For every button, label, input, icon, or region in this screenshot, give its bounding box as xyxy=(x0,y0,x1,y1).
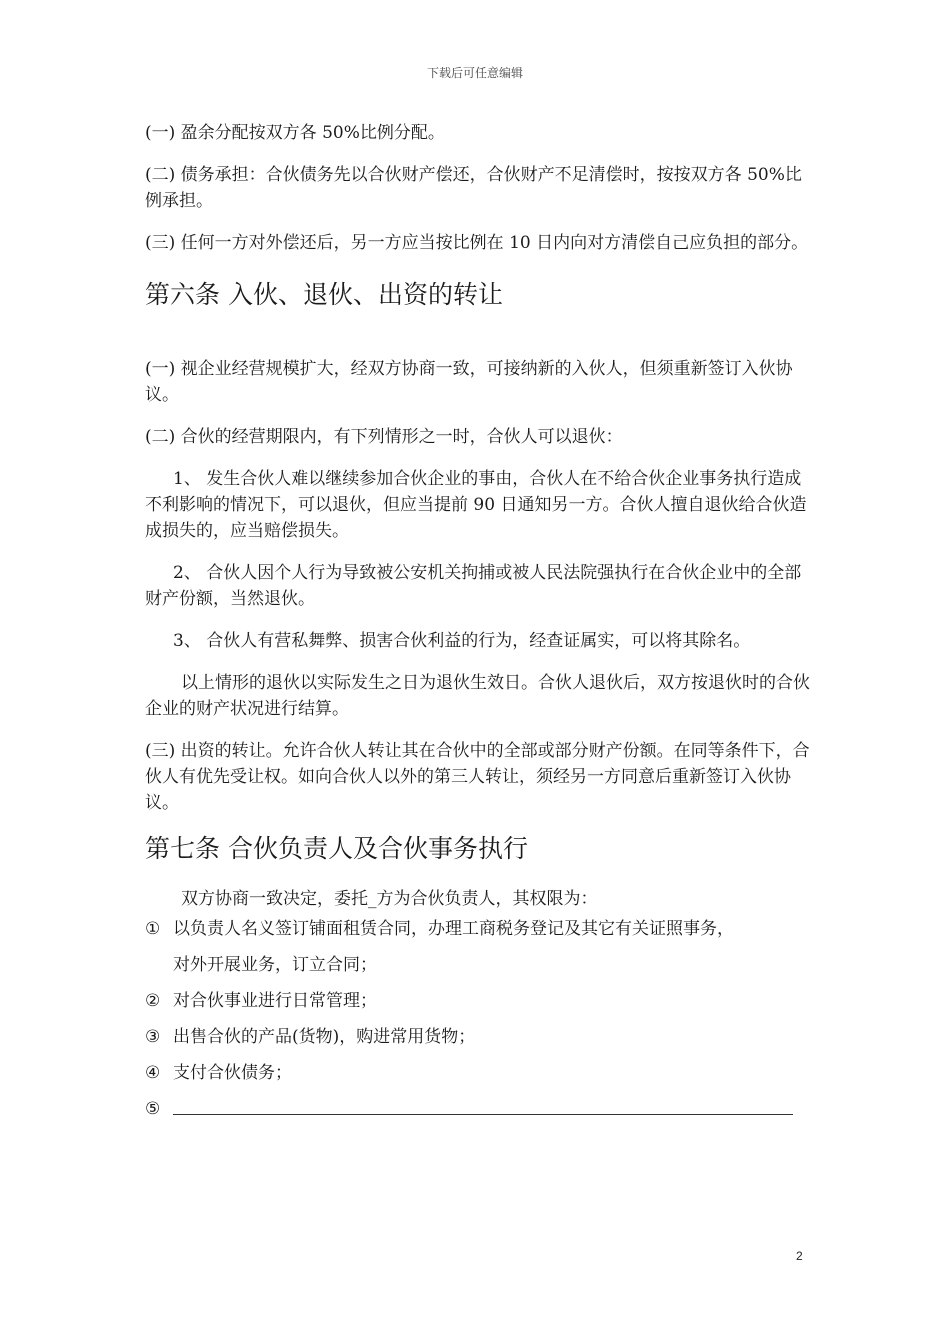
authority-item-1-continued: 对外开展业务，订立合同； xyxy=(173,955,377,975)
authority-item-4 xyxy=(145,1060,810,1086)
item-number: ⑤ xyxy=(145,1099,161,1119)
page-number: 2 xyxy=(796,1249,803,1263)
item-text: 对合伙事业进行日常管理； xyxy=(173,991,377,1011)
item-number: ① xyxy=(145,919,161,939)
authority-item-3 xyxy=(145,1024,810,1050)
authority-item-5 xyxy=(145,1096,810,1123)
article-six-heading: 第六条 入伙、退伙、出资的转让 xyxy=(145,280,503,309)
blank-fill-line xyxy=(173,1096,810,1123)
authority-item-2 xyxy=(145,988,810,1014)
withdrawal-settlement: 以上情形的退伙以实际发生之日为退伙生效日。合伙人退伙后，双方按退伙时的合伙企业的财产状况进行结算。 xyxy=(145,673,810,719)
item-number: ② xyxy=(145,991,161,1011)
item-text: 以负责人名义签订铺面租赁合同，办理工商税务登记及其它有关证照事务， xyxy=(173,919,734,939)
item-number: ③ xyxy=(145,1027,161,1047)
debt-bearing-clause: (二) 债务承担：合伙债务先以合伙财产偿还，合伙财产不足清偿时，按按双方各 50%比例承担。 xyxy=(145,165,802,211)
withdrawal-clause: (二) 合伙的经营期限内，有下列情形之一时，合伙人可以退伙： xyxy=(145,427,623,447)
item-text: 支付合伙债务； xyxy=(173,1063,292,1083)
item-text: 出售合伙的产品(货物)，购进常用货物； xyxy=(173,1027,476,1047)
repayment-clause: (三) 任何一方对外偿还后，另一方应当按比例在 10 日内向对方清偿自己应负担的部分。 xyxy=(145,233,809,253)
withdrawal-item-1: 1、 发生合伙人难以继续参加合伙企业的事由，合伙人在不给合伙企业事务执行造成不利影响的情况下，可以退伙，但应当提前 90 日通知另一方。合伙人擅自退伙给合伙造成损失的，应当赔偿损失。 xyxy=(145,469,807,541)
withdrawal-item-3: 3、 合伙人有营私舞弊、损害合伙利益的行为，经查证属实，可以将其除名。 xyxy=(173,631,751,651)
item-number: ④ xyxy=(145,1063,161,1083)
document-body xyxy=(145,120,810,1133)
profit-distribution-clause: (一) 盈余分配按双方各 50%比例分配。 xyxy=(145,123,445,143)
underline-blank xyxy=(173,1096,793,1115)
withdrawal-item-2: 2、 合伙人因个人行为导致被公安机关拘捕或被人民法院强执行在合伙企业中的全部财产份额，当然退伙。 xyxy=(145,563,802,609)
admission-clause: (一) 视企业经营规模扩大，经双方协商一致，可接纳新的入伙人，但须重新签订入伙协议。 xyxy=(145,359,793,405)
responsible-person-intro: 双方协商一致决定，委托_方为合伙负责人，其权限为： xyxy=(181,889,598,909)
authority-item-1 xyxy=(145,916,810,942)
capital-transfer-clause: (三) 出资的转让。允许合伙人转让其在合伙中的全部或部分财产份额。在同等条件下，合伙人有优先受让权。如向合伙人以外的第三人转让，须经另一方同意后重新签订入伙协议。 xyxy=(145,741,810,813)
article-seven-heading: 第七条 合伙负责人及合伙事务执行 xyxy=(145,834,528,863)
page-header: 下载后可任意编辑 xyxy=(426,66,523,80)
